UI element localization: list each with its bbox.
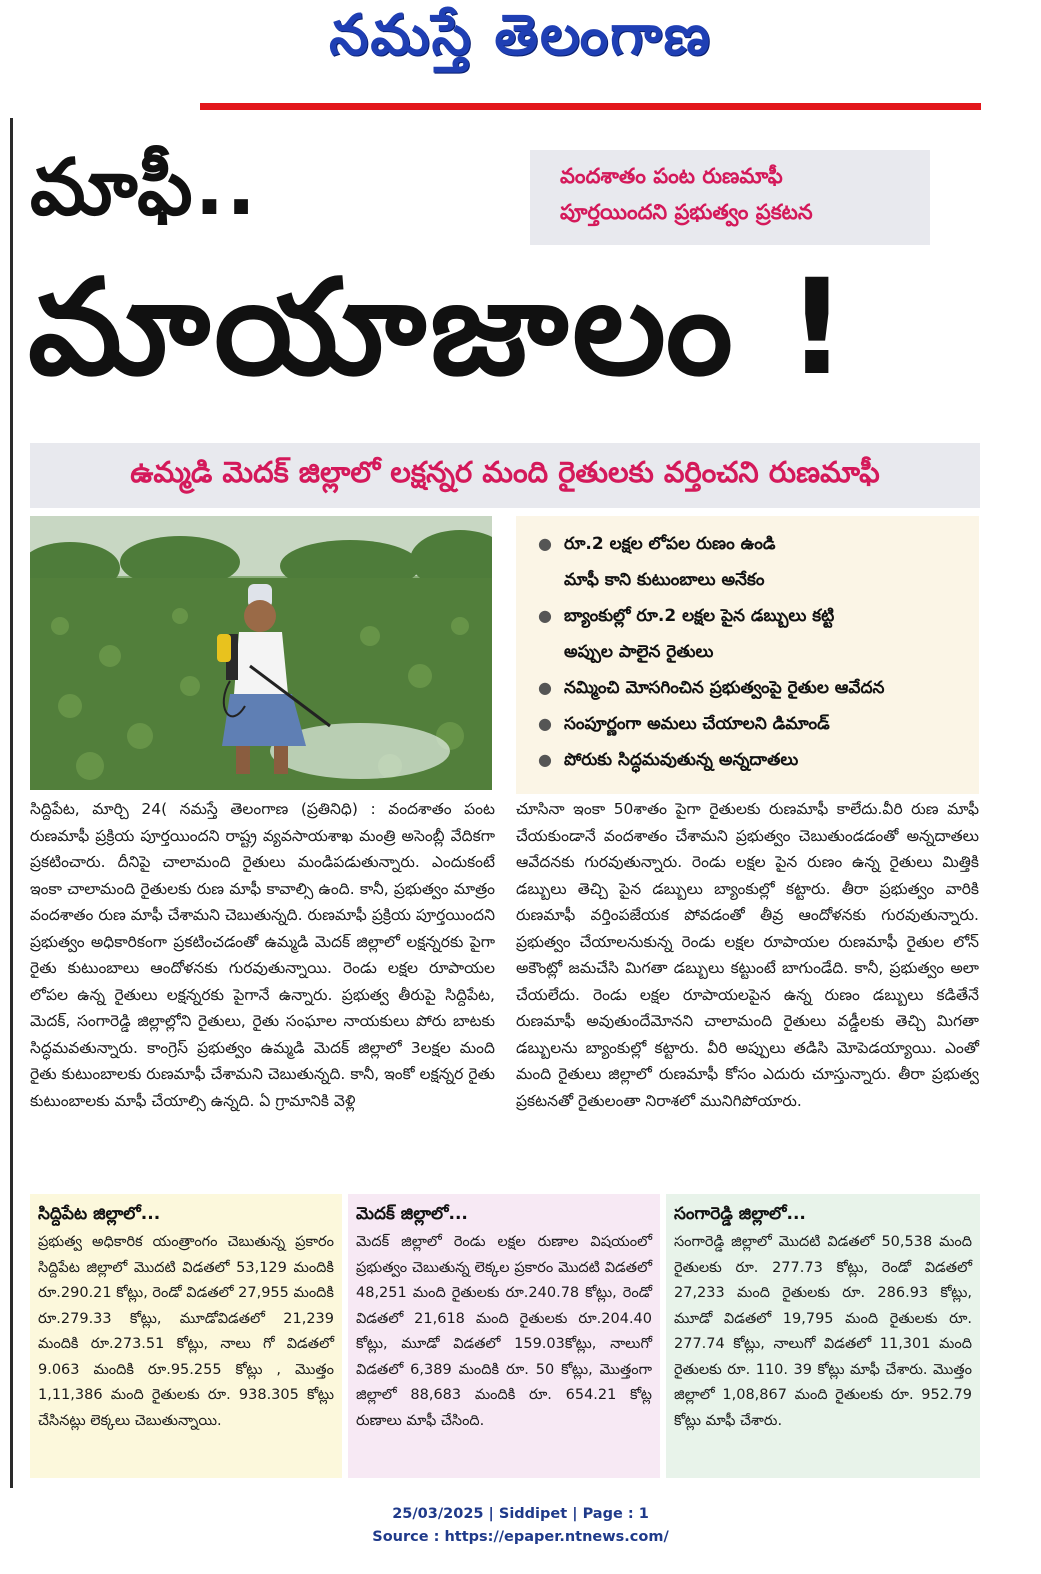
- farmer-photo-illustration: [30, 516, 492, 790]
- highlight-text: సంపూర్ణంగా అమలు చేయాలని డిమాండ్: [564, 714, 830, 734]
- box-text: మెదక్ జిల్లాలో రెండు లక్షల రుణాల విషయంలో ప్రభుత్వం చెబుతున్న లెక్కల ప్రకారం మొదటి విడతలో 48,251 మంది రైతులకు రూ.240.78 కోట్లు, రెండో విడతలో 21,618 మంది రైతులకు రూ.204.40 కోట్లు, మూడో విడతలో 159.03కోట్లు, నాలుగో విడతలో 6,389 మందికి రూ. 50 కోట్లు, మొత్తంగా జిల్లాలో 88,683 మందికి రూ. 654.21 కోట్ల రుణాలు మాఫీ చేసింది.: [356, 1234, 652, 1429]
- highlight-item: [536, 526, 979, 598]
- medak-district-box: [348, 1194, 660, 1478]
- bullet-icon: ●: [538, 606, 552, 625]
- subheadline-text: ఉమ్మడి మెదక్ జిల్లాలో లక్షన్నర మంది రైతులకు వర్తించని రుణమాఫీ: [130, 455, 880, 489]
- box-title: సంగారెడ్డి జిల్లాలో...: [674, 1204, 806, 1224]
- bullet-icon: ●: [538, 750, 552, 769]
- kicker-box: [530, 150, 930, 245]
- sangareddy-district-box: [666, 1194, 980, 1478]
- headline-line-2: మాయాజాలం !: [28, 251, 851, 405]
- highlight-text: రూ.2 లక్షల లోపల రుణం ఉండి: [564, 534, 776, 554]
- kicker-line-2: పూర్తయిందని ప్రభుత్వం ప్రకటన: [560, 200, 813, 224]
- highlight-text-continued: మాఫీ కాని కుటుంబాలు అనేకం: [564, 570, 765, 590]
- box-title: సిద్దిపేట జిల్లాలో...: [38, 1204, 161, 1224]
- highlight-item: [536, 706, 979, 742]
- highlight-text: బ్యాంకుల్లో రూ.2 లక్షల పైన డబ్బులు కట్టి: [564, 606, 835, 626]
- bullet-icon: ●: [538, 534, 552, 553]
- masthead-red-rule: [200, 103, 981, 110]
- bullet-icon: ●: [538, 678, 552, 697]
- highlight-text-continued: అప్పుల పాలైన రైతులు: [564, 642, 714, 662]
- box-title: మెదక్ జిల్లాలో...: [356, 1204, 468, 1224]
- article-body-right-column: చూసినా ఇంకా 50శాతం పైగా రైతులకు రుణమాఫీ కాలేదు.వీరి రుణ మాఫీ చేయకుండానే వందశాతం చేశామని ప్రభుత్వం చెబుతుండడంతో అన్నదాతలు ఆవేదనకు గురవుతున్నారు. రెండు లక్షల పైన రుణం ఉన్న రైతులు మిత్తికి డబ్బులు తెచ్చి పైన డబ్బులు బ్యాంకుల్లో కట్టారు. తీరా ప్రభుత్వం వారికి రుణమాఫీ వర్తింపజేయక పోవడంతో తీవ్ర ఆందోళనకు గురవుతున్నారు. ప్రభుత్వం చేయాలనుకున్న రెండు లక్షల రూపాయల రుణమాఫీ రైతుల లోన్ అకౌంట్లో జమచేసి మిగతా డబ్బులు కట్టుంటే బాగుండేది. కానీ, ప్రభుత్వం అలా చేయలేదు. రెండు లక్షల రూపాయలపైన ఉన్న రుణం డబ్బులు కడితేనే రుణమాఫీ అవుతుందేమోనని చాలామంది రైతులు వడ్డీలకు తెచ్చి మిగతా డబ్బులను బ్యాంకుల్లో కట్టారు. వీరి అప్పులు తడిసి మోపెడయ్యాయి. ఎంతో మంది రైతులు జిల్లాలో రుణమాఫీ కోసం ఎదురు చూస్తున్నారు. తీరా ప్రభుత్వ ప్రకటనతో రైతులంతా నిరాశలో మునిగిపోయారు.: [516, 800, 979, 1110]
- siddipet-district-box: [30, 1194, 342, 1478]
- farmer-spraying-photo: [30, 516, 492, 790]
- footer-source-link[interactable]: Source : https://epaper.ntnews.com/: [372, 1529, 669, 1545]
- newspaper-logo: నమస్తే తెలంగాణ: [329, 2, 712, 68]
- bullet-icon: ●: [538, 714, 552, 733]
- highlight-item: [536, 598, 979, 670]
- subheadline: [30, 443, 980, 508]
- masthead: [0, 0, 1041, 112]
- highlight-text: నమ్మించి మోసగించిన ప్రభుత్వంపై రైతుల ఆవేదన: [564, 678, 885, 698]
- highlight-text: పోరుకు సిద్ధమవుతున్న అన్నదాతలు: [564, 750, 799, 770]
- article-body-left-column: సిద్దిపేట, మార్చి 24( నమస్తే తెలంగాణ (ప్రతినిధి) : వందశాతం పంట రుణమాఫీ ప్రక్రియ పూర్తయిందని రాష్ట్ర వ్యవసాయశాఖ మంత్రి అసెంబ్లీ వేదికగా ప్రకటించారు. దీనిపై చాలామంది రైతులు మండిపడుతున్నారు. ఎందుకంటే ఇంకా చాలామంది రైతులకు రుణ మాఫీ కావాల్సి ఉంది. కానీ, ప్రభుత్వం మాత్రం వందశాతం రుణ మాఫీ చేశామని చెబుతున్నది. రుణమాఫీ ప్రక్రియ పూర్తయిందని ప్రభుత్వం అధికారికంగా ప్రకటించడంతో ఉమ్మడి మెదక్ జిల్లాలో లక్షన్నరకు పైగా రైతు కుటుంబాలు ఆందోళనకు గురవుతున్నాయి. రెండు లక్షల రూపాయల లోపల ఉన్న రైతులు లక్షన్నరకు పైగానే ఉన్నారు. ప్రభుత్వ తీరుపై సిద్దిపేట, మెదక్, సంగారెడ్డి జిల్లాల్లోని రైతులు, రైతు సంఘాల నాయకులు పోరు బాటకు సిద్ధమవతున్నారు. కాంగ్రెస్ ప్రభుత్వం ఉమ్మడి మెదక్ జిల్లాలో 3లక్షల మంది రైతు కుటుంబాలకు రుణమాఫీ చేశామని చెబుతున్నది. కానీ, ఇంకో లక్షన్నర రైతు కుటుంబాలకు మాఫీ చేయాల్సి ఉన్నది. ఏ గ్రామానికి వెళ్లి: [30, 800, 495, 1110]
- headline-line-1: మాఫీ..: [30, 143, 258, 233]
- highlight-item: [536, 742, 979, 778]
- highlight-item: [536, 670, 979, 706]
- page-frame-line: [10, 118, 13, 1488]
- highlights-box: [516, 516, 979, 794]
- box-text: ప్రభుత్వ అధికారిక యంత్రాంగం చెబుతున్న ప్రకారం సిద్దిపేట జిల్లాలో మొదటి విడతలో 53,129 మందికి రూ.290.21 కోట్లు, రెండో విడతలో 27,955 మందికి రూ.279.33 కోట్లు, మూడోవిడతలో 21,239 మందికి రూ.273.51 కోట్లు, నాలు గో విడతలో 9.063 మందికి రూ.95.255 కోట్లు , మొత్తం 1,11,386 మంది రైతులకు రూ. 938.305 కోట్లు చేసినట్లు లెక్కలు చెబుతున్నాయి.: [38, 1234, 334, 1429]
- kicker-line-1: వందశాతం పంట రుణమాఫీ: [560, 164, 783, 188]
- box-text: సంగారెడ్డి జిల్లాలో మొదటి విడతలో 50,538 మంది రైతులకు రూ. 277.73 కోట్లు, రెండో విడతలో 27,233 మంది రైతులకు రూ. 286.93 కోట్లు, మూడో విడతలో 19,795 మంది రైతులకు రూ. 277.74 కోట్లు, నాలుగో విడతలో 11,301 మంది రైతులకు రూ. 110. 39 కోట్లు మాఫీ చేశారు. మొత్తం జిల్లాలో 1,08,867 మంది రైతులకు రూ. 952.79 కోట్లు మాఫీ చేశారు.: [674, 1234, 972, 1429]
- footer-date-edition: 25/03/2025 | Siddipet | Page : 1: [392, 1506, 649, 1522]
